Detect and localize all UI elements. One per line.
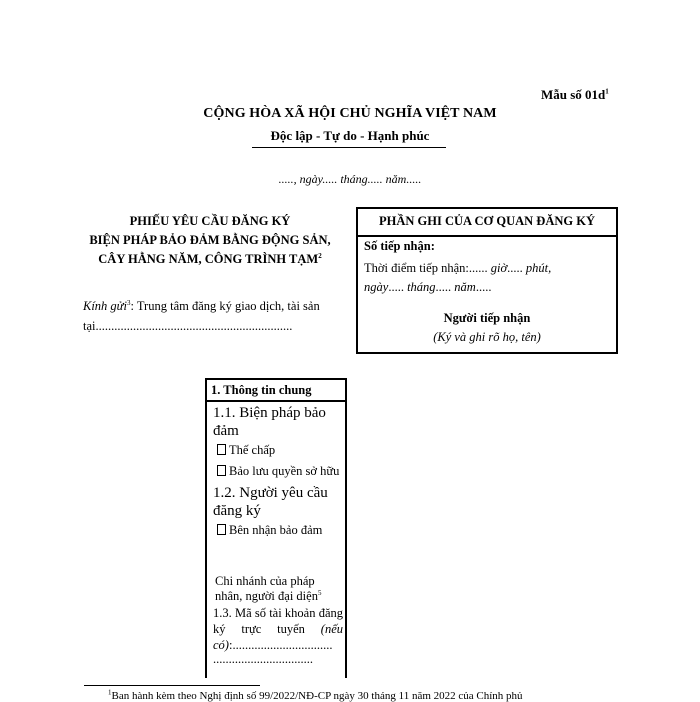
form-title-line2: BIỆN PHÁP BẢO ĐẢM BẰNG ĐỘNG SẢN, — [89, 233, 331, 247]
form-title — [60, 212, 360, 269]
title-retention-checkbox[interactable] — [217, 465, 226, 476]
motto: Độc lập - Tự do - Hạnh phúc — [270, 128, 430, 143]
option-secured-party[interactable]: Bên nhận bảo đảm — [217, 523, 322, 538]
agency-divider — [358, 235, 616, 237]
receipt-time: Thời điểm tiếp nhận:...... giờ..... phút, ngày..... tháng..... năm..... — [364, 261, 552, 294]
secured-party-checkbox[interactable] — [217, 524, 226, 535]
receipt-number-label: Số tiếp nhận: — [364, 239, 435, 253]
general-info-title: 1. Thông tin chung — [211, 383, 312, 397]
option-title-retention[interactable]: Bảo lưu quyền sở hữu — [217, 464, 339, 479]
date-line: ....., ngày..... tháng..... năm..... — [278, 172, 422, 186]
section-1-2-heading: 1.2. Người yêu cầu đăng ký — [213, 485, 328, 519]
section-1-3-account: 1.3. Mã số tài khoản đăng ký trực tuyến (nếu có):................................ — [213, 606, 344, 652]
footnote-1: $^1$Ban hành kèm theo Nghị định số 99/2022/NĐ-CP ngày 30 tháng 11 năm 2022 của Chính phủ — [108, 688, 523, 702]
mortgage-checkbox[interactable] — [217, 444, 226, 455]
footnote-rule — [84, 685, 260, 686]
agency-box — [356, 207, 618, 354]
agency-title: PHẦN GHI CỦA CƠ QUAN ĐĂNG KÝ — [379, 214, 595, 228]
branch-text: Chi nhánh của pháp nhân, người đại diện$^5$ — [215, 574, 322, 603]
form-title-line3: CÂY HẰNG NĂM, CÔNG TRÌNH TẠM$^2$ — [98, 251, 322, 266]
general-info-box — [205, 378, 347, 678]
option-mortgage[interactable]: Thế chấp — [217, 443, 275, 458]
motto-underline — [252, 147, 446, 148]
form-code: Mẫu số $01d^1$ — [541, 87, 609, 102]
receiver-note: (Ký và ghi rõ họ, tên) — [433, 330, 541, 344]
general-info-header — [207, 380, 345, 402]
nation-title: CỘNG HÒA XÃ HỘI CHỦ NGHĨA VIỆT NAM — [203, 106, 497, 121]
section-1-1-heading: 1.1. Biện pháp bảo đảm — [213, 405, 326, 439]
receiver-label: Người tiếp nhận — [443, 311, 531, 325]
form-title-line1: PHIẾU YÊU CẦU ĐĂNG KÝ — [129, 214, 291, 228]
recipient: Kính gửi$^3$: Trung tâm đăng ký giao dịch, tài sản tại............................................................... — [83, 298, 320, 333]
account-dots-line: ................................ — [213, 652, 313, 666]
